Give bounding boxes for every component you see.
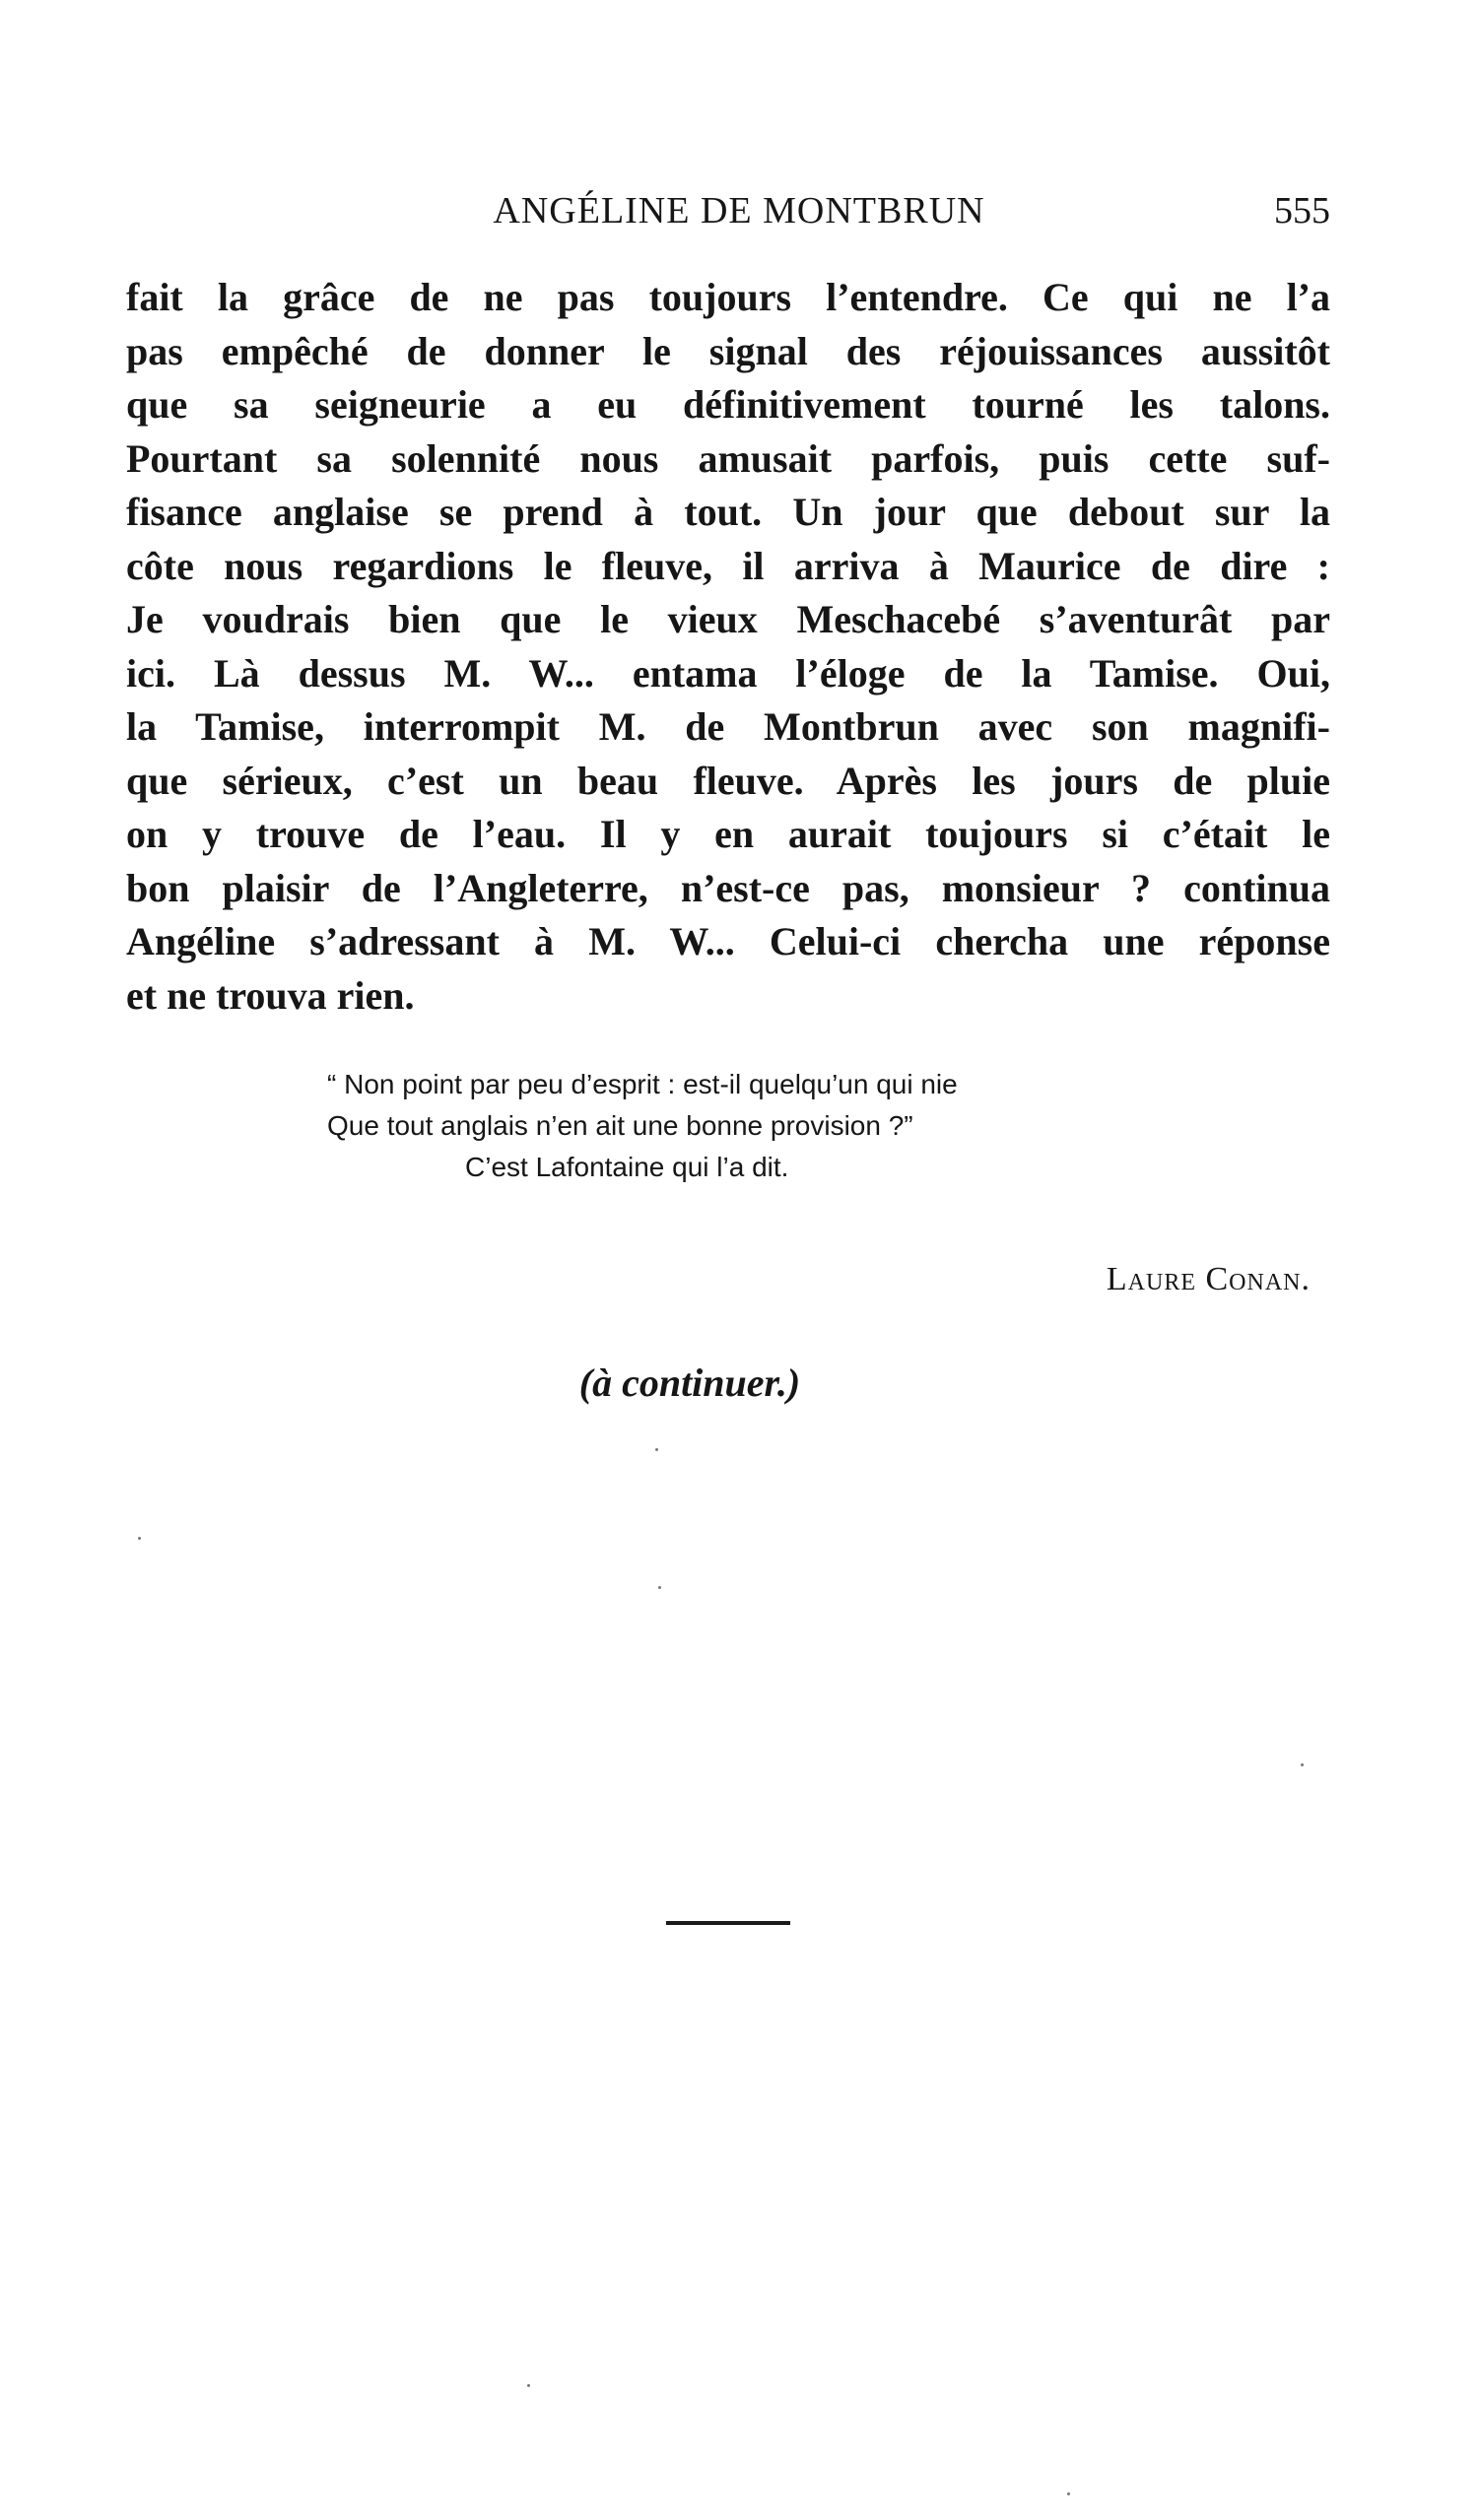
paper-speck <box>1067 2492 1070 2495</box>
body-line: fait la grâce de ne pas toujours l’entendre. Ce qui ne l’a <box>126 275 1330 319</box>
body-line: ici. Là dessus M. W... entama l’éloge de la Tamise. Oui, <box>126 650 1330 696</box>
paper-speck <box>138 1537 141 1540</box>
body-line: la Tamise, interrompit M. de Montbrun avec son magnifi- <box>126 704 1330 749</box>
body-line: Angéline s’adressant à M. W... Celui-ci chercha une réponse <box>126 919 1330 963</box>
quote-attribution: C’est Lafontaine qui l’a dit. <box>465 1152 789 1182</box>
body-line: fisance anglaise se prend à tout. Un jour que debout sur la <box>126 490 1330 534</box>
body-line: bon plaisir de l’Angleterre, n’est-ce pas, monsieur ? continua <box>126 865 1330 910</box>
body-line: que sérieux, c’est un beau fleuve. Après les jours de pluie <box>126 758 1330 803</box>
body-text <box>126 271 1330 1023</box>
body-line: que sa seigneurie a eu définitivement tourné les talons. <box>126 382 1330 427</box>
body-line: on y trouve de l’eau. Il y en aurait toujours si c’était le <box>126 812 1330 856</box>
quote-line: Que tout anglais n’en ait une bonne provision ?” <box>327 1110 913 1141</box>
paper-speck <box>1301 1763 1304 1766</box>
quote-line: “ Non point par peu d’esprit : est-il quelqu’un qui nie <box>327 1069 958 1099</box>
author-signature: Laure Conan. <box>1106 1261 1311 1297</box>
body-line: Je voudrais bien que le vieux Meschacebé s’aventurât par <box>126 597 1330 641</box>
body-line: côte nous regardions le fleuve, il arriva à Maurice de dire : <box>126 543 1330 588</box>
verse-quotation <box>327 1064 1175 1188</box>
page-number: 555 <box>1274 190 1330 232</box>
paper-speck <box>655 1448 658 1451</box>
running-title: ANGÉLINE DE MONTBRUN <box>493 190 985 232</box>
to-be-continued: (à continuer.) <box>578 1360 801 1405</box>
body-line: Pourtant sa solennité nous amusait parfois, puis cette suf- <box>126 435 1330 481</box>
body-line: et ne trouva rien. <box>126 972 415 1018</box>
paper-speck <box>527 2384 530 2387</box>
body-line: pas empêché de donner le signal des réjouissances aussitôt <box>126 328 1330 373</box>
section-rule <box>666 1921 790 1925</box>
paper-speck <box>658 1586 661 1589</box>
